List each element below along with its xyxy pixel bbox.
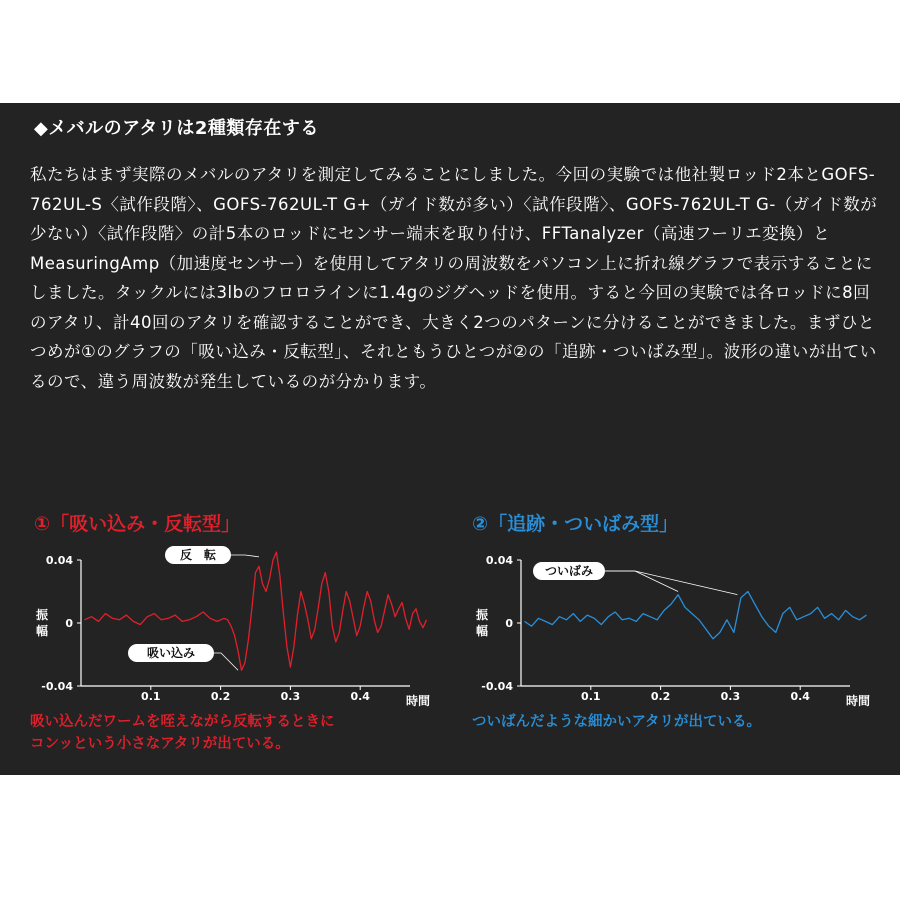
chart1-callout-label: 反 転 [179,548,217,562]
chart1-caption-line1: 吸い込んだワームを咥えながら反転するときに [30,714,335,730]
chart1-ytick-label: 0.04 [45,554,73,567]
chart2-ylabel: 振幅 [475,608,489,638]
chart1-callout-label: 吸い込み [146,646,196,660]
chart1-ytick-label: 0 [65,617,73,630]
chart1-callout-leader [231,555,259,557]
chart1-ylabel: 振幅 [35,608,49,638]
chart2-ytick-label: -0.04 [481,680,513,693]
chart1-xtick-label: 0.4 [350,690,370,703]
chart1-xlabel: 時間 [405,694,431,708]
chart2-series-line [525,592,867,639]
chart2-callout-leader [605,571,737,595]
chart1-callout-leader [214,653,238,670]
chart2-caption-line1: ついばんだような細かいアタリが出ている。 [472,714,761,730]
chart1-caption-line2: コンッという小さなアタリが出ている。 [30,736,290,752]
chart1-xtick-label: 0.1 [141,690,161,703]
body-paragraph: 私たちはまず実際のメバルのアタリを測定してみることにしました。今回の実験では他社製ロッド2本とGOFS-762UL-S〈試作段階〉、GOFS-762UL-T G+（ガイド数が多い）〈試作段階〉、GOFS-762UL-T G-（ガイド数が少ない）〈試作段階〉の計5本のロッドにセンサー端末を取り付け、FFTanalyzer（高速フーリエ変換）とMeasuringAmp（加速度センサー）を使用してアタリの周波数をパソコン上に折れ線グラフで表示することにしました。タックルには3lbのフロロラインに1.4gのジグヘッドを使用。すると今回の実験では各ロッドに8回のアタリ、計40回のアタリを確認することができ、大きく2つのパターンに分けることができました。まずひとつめが①のグラフの「吸い込み・反転型」、それともうひとつが②の「追跡・ついばみ型」。波形の違いが出ているので、違う周波数が発生しているのが分かります。 [30,165,878,391]
chart2-xlabel: 時間 [845,694,871,708]
chart2-xtick-label: 0.1 [581,690,601,703]
chart2-ytick-label: 0 [505,617,513,630]
chart2-plot [465,540,880,710]
chart1-plot [25,540,440,710]
chart1-xtick-label: 0.2 [210,690,231,703]
chart2-caption [472,711,892,733]
chart2-callout-leader [605,571,678,592]
chart2-xtick-label: 0.3 [720,690,741,703]
chart1-xtick-label: 0.3 [280,690,301,703]
chart2-ytick-label: 0.04 [485,554,513,567]
chart2-xtick-label: 0.4 [790,690,810,703]
chart2-callout-label: ついばみ [544,564,594,578]
chart1-caption [30,711,450,755]
chart2-xtick-label: 0.2 [650,690,671,703]
chart1-ytick-label: -0.04 [41,680,73,693]
section-heading: ◆メバルのアタリは2種類存在する [34,118,319,139]
chart2-title: ②「追跡・ついばみ型」 [472,513,679,535]
chart1-title: ①「吸い込み・反転型」 [34,513,241,535]
